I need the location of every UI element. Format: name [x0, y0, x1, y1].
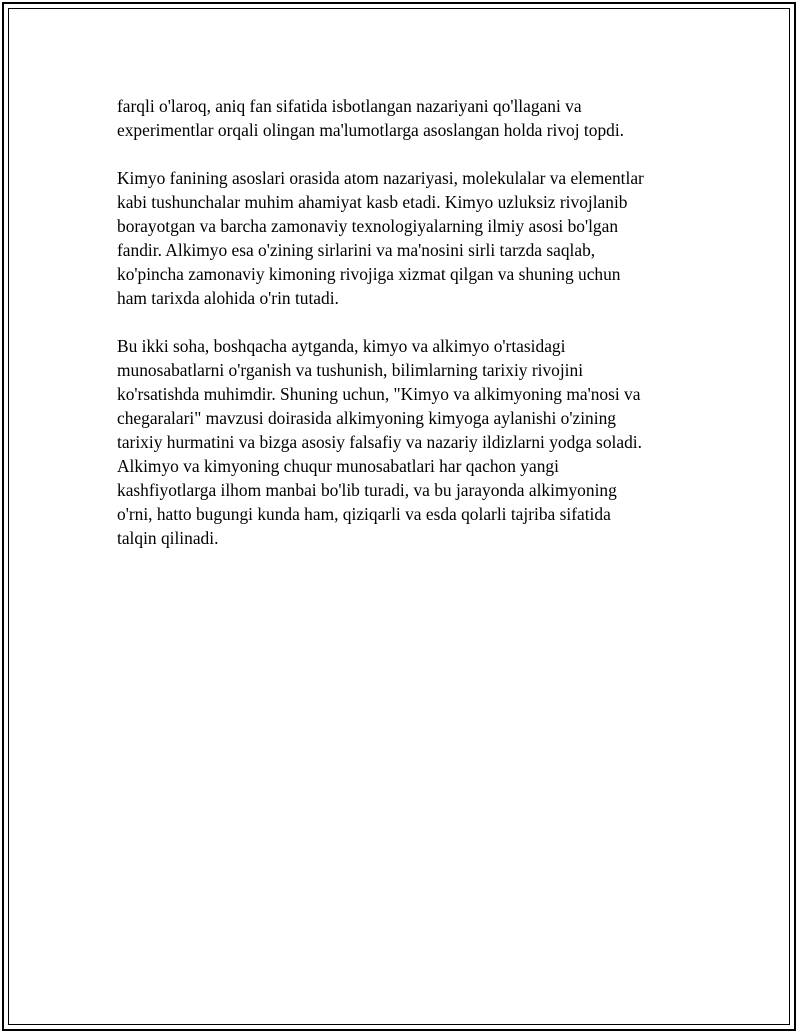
document-body — [117, 94, 687, 574]
paragraph-1: farqli o'laroq, aniq fan sifatida isbotlangan nazariyani qo'llagani va experimentlar orqali olingan ma'lumotlarga asoslangan holda rivoj topdi. — [117, 96, 625, 140]
paragraph-3: Bu ikki soha, boshqacha aytganda, kimyo va alkimyo o'rtasidagi munosabatlarni o'rganish va tushunish, bilimlarning tarixiy rivojini ko'rsatishda muhimdir. Shuning uchun, "Kimyo va alkimyoning ma'nosi va chegaralari" mavzusi doirasida alkimyoning kimyoga aylanishi o'zining tarixiy hurmatini va bizga asosiy falsafiy va nazariy ildizlarni yodga soladi. Alkimyo va kimyoning chuqur munosabatlari har qachon yangi kashfiyotlarga ilhom manbai bo'lib turadi, va bu jarayonda alkimyoning o'rni, hatto bugungi kunda ham, qiziqarli va esda qolarli tajriba sifatida talqin qilinadi. — [117, 336, 642, 548]
paragraph-2: Kimyo fanining asoslari orasida atom nazariyasi, molekulalar va elementlar kabi tushunchalar muhim ahamiyat kasb etadi. Kimyo uzluksiz rivojlanib borayotgan va barcha zamonaviy texnologiyalarning ilmiy asosi bo'lgan fandir. Alkimyo esa o'zining sirlarini va ma'nosini sirli tarzda saqlab, ko'pincha zamonaviy kimoning rivojiga xizmat qilgan va shuning uchun ham tarixda alohida o'rin tutadi. — [117, 168, 644, 308]
